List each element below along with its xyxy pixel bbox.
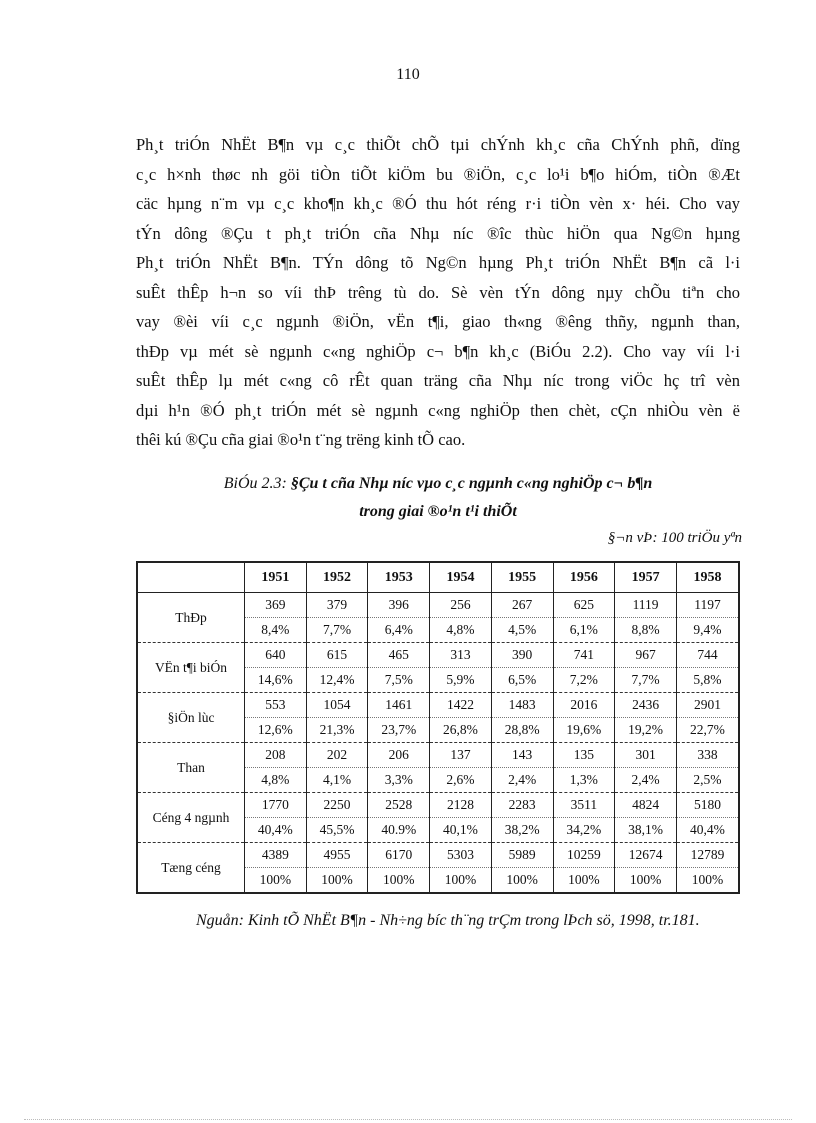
table-row <box>137 593 739 618</box>
share-cell: 23,7% <box>368 718 430 743</box>
share-cell: 3,3% <box>368 768 430 793</box>
row-label: ThÐp <box>137 593 245 643</box>
share-cell: 2,5% <box>676 768 739 793</box>
value-cell: 2016 <box>553 693 615 718</box>
value-cell: 744 <box>676 643 739 668</box>
caption-prefix: BiÓu 2.3: <box>223 475 291 492</box>
value-cell: 2283 <box>491 793 553 818</box>
table-row <box>137 693 739 718</box>
value-cell: 135 <box>553 743 615 768</box>
value-cell: 625 <box>553 593 615 618</box>
value-cell: 12674 <box>615 843 677 868</box>
share-cell: 38,1% <box>615 818 677 843</box>
share-cell: 22,7% <box>676 718 739 743</box>
value-cell: 2901 <box>676 693 739 718</box>
share-cell: 8,4% <box>245 618 307 643</box>
share-cell: 7,7% <box>615 668 677 693</box>
value-cell: 313 <box>430 643 492 668</box>
value-cell: 967 <box>615 643 677 668</box>
value-cell: 553 <box>245 693 307 718</box>
share-cell: 28,8% <box>491 718 553 743</box>
value-cell: 2250 <box>306 793 368 818</box>
share-cell: 7,5% <box>368 668 430 693</box>
table-row <box>137 843 739 868</box>
value-cell: 2436 <box>615 693 677 718</box>
value-cell: 6170 <box>368 843 430 868</box>
paragraph-line: dµi h¹n ®Ó ph¸t triÓn mét sè ngµnh c«ng nghiÖp then chèt, cÇn nhiÒu vèn ë <box>136 400 740 420</box>
value-cell: 301 <box>615 743 677 768</box>
value-cell: 3511 <box>553 793 615 818</box>
caption-title-line2: trong giai ®o¹n t¹i thiÕt <box>359 503 517 520</box>
share-cell: 2,4% <box>615 768 677 793</box>
table-caption <box>136 470 740 526</box>
year-header: 1952 <box>306 562 368 593</box>
value-cell: 4389 <box>245 843 307 868</box>
share-cell: 1,3% <box>553 768 615 793</box>
value-cell: 12789 <box>676 843 739 868</box>
table-row <box>137 743 739 768</box>
value-cell: 208 <box>245 743 307 768</box>
value-cell: 741 <box>553 643 615 668</box>
page-number: 110 <box>396 66 420 83</box>
value-cell: 1770 <box>245 793 307 818</box>
year-header: 1951 <box>245 562 307 593</box>
value-cell: 390 <box>491 643 553 668</box>
value-cell: 1197 <box>676 593 739 618</box>
value-cell: 640 <box>245 643 307 668</box>
paragraph-line: c¸c h×nh thøc nh göi tiÒn tiÕt kiÖm bu ®iÖn, c¸c lo¹i b¶o hiÓm, tiÒn ®Æt <box>136 164 740 184</box>
share-cell: 100% <box>368 868 430 894</box>
value-cell: 4955 <box>306 843 368 868</box>
share-cell: 4,5% <box>491 618 553 643</box>
value-cell: 10259 <box>553 843 615 868</box>
paragraph-line: Ph¸t triÓn NhËt B¶n. TÝn dông tõ Ng©n hµng Ph¸t triÓn NhËt B¶n cã l·i <box>136 253 740 272</box>
share-cell: 7,7% <box>306 618 368 643</box>
share-cell: 5,9% <box>430 668 492 693</box>
row-label: VËn t¶i biÓn <box>137 643 245 693</box>
share-cell: 6,5% <box>491 668 553 693</box>
value-cell: 202 <box>306 743 368 768</box>
unit-note: §¬n vÞ: 100 triÖu yªn <box>607 530 742 546</box>
share-cell: 19,2% <box>615 718 677 743</box>
value-cell: 256 <box>430 593 492 618</box>
row-label: §iÖn lùc <box>137 693 245 743</box>
source-citation: Nguån: Kinh tÕ NhËt B¶n - Nh÷ng bíc th¨ng trÇm trong lÞch sö, 1998, tr.181. <box>196 912 700 929</box>
value-cell: 1119 <box>615 593 677 618</box>
value-cell: 1461 <box>368 693 430 718</box>
share-cell: 40.9% <box>368 818 430 843</box>
share-cell: 12,6% <box>245 718 307 743</box>
paragraph-line: Ph¸t triÓn NhËt B¶n vµ c¸c thiÕt chÕ tµi chÝnh kh¸c cña ChÝnh phñ, dïng <box>136 135 740 154</box>
year-header: 1956 <box>553 562 615 593</box>
year-header: 1953 <box>368 562 430 593</box>
share-cell: 12,4% <box>306 668 368 693</box>
share-cell: 2,6% <box>430 768 492 793</box>
share-cell: 100% <box>676 868 739 894</box>
share-cell: 38,2% <box>491 818 553 843</box>
row-label: Céng 4 ngµnh <box>137 793 245 843</box>
share-cell: 40,4% <box>245 818 307 843</box>
value-cell: 5989 <box>491 843 553 868</box>
share-cell: 100% <box>553 868 615 894</box>
year-header: 1954 <box>430 562 492 593</box>
share-cell: 26,8% <box>430 718 492 743</box>
year-header: 1958 <box>676 562 739 593</box>
share-cell: 100% <box>245 868 307 894</box>
share-cell: 6,1% <box>553 618 615 643</box>
value-cell: 2528 <box>368 793 430 818</box>
caption-title-line1: §Çu t cña Nhµ níc vµo c¸c ngµnh c«ng nghiÖp c¬ b¶n <box>290 475 653 492</box>
share-cell: 4,8% <box>245 768 307 793</box>
body-paragraph <box>136 130 740 455</box>
share-cell: 5,8% <box>676 668 739 693</box>
paragraph-line: thêi kú ®Çu cña giai ®o¹n t¨ng trëng kinh tÕ cao. <box>136 430 466 449</box>
value-cell: 1054 <box>306 693 368 718</box>
value-cell: 267 <box>491 593 553 618</box>
share-cell: 45,5% <box>306 818 368 843</box>
value-cell: 137 <box>430 743 492 768</box>
value-cell: 143 <box>491 743 553 768</box>
paragraph-line: tÝn dông ®Çu t ph¸t triÓn cña Nhµ níc ®îc thùc hiÖn qua Ng©n hµng <box>136 223 740 243</box>
share-cell: 14,6% <box>245 668 307 693</box>
row-label: Than <box>137 743 245 793</box>
table-row <box>137 643 739 668</box>
share-cell: 4,8% <box>430 618 492 643</box>
share-cell: 100% <box>430 868 492 894</box>
year-header: 1955 <box>491 562 553 593</box>
share-cell: 100% <box>306 868 368 894</box>
value-cell: 4824 <box>615 793 677 818</box>
value-cell: 206 <box>368 743 430 768</box>
paragraph-line: thÐp vµ mét sè ngµnh c«ng nghiÖp c¬ b¶n kh¸c (BiÓu 2.2). Cho vay víi l·i <box>136 341 740 361</box>
value-cell: 5303 <box>430 843 492 868</box>
share-cell: 40,1% <box>430 818 492 843</box>
share-cell: 4,1% <box>306 768 368 793</box>
page-bottom-rule <box>24 1119 792 1120</box>
value-cell: 338 <box>676 743 739 768</box>
share-cell: 34,2% <box>553 818 615 843</box>
share-cell: 6,4% <box>368 618 430 643</box>
table-header-row <box>137 562 739 593</box>
row-label: Tæng céng <box>137 843 245 894</box>
share-cell: 8,8% <box>615 618 677 643</box>
value-cell: 2128 <box>430 793 492 818</box>
share-cell: 7,2% <box>553 668 615 693</box>
value-cell: 465 <box>368 643 430 668</box>
value-cell: 1422 <box>430 693 492 718</box>
value-cell: 379 <box>306 593 368 618</box>
paragraph-line: suÊt thÊp lµ mét c«ng cô rÊt quan träng cña Nhµ níc trong viÖc hç trî vèn <box>136 371 740 390</box>
paragraph-line: vay ®èi víi c¸c ngµnh ®iÖn, vËn t¶i, giao th«ng ®êng thñy, ngµnh than, <box>136 312 740 331</box>
header-corner <box>137 562 245 593</box>
year-header: 1957 <box>615 562 677 593</box>
share-cell: 21,3% <box>306 718 368 743</box>
value-cell: 396 <box>368 593 430 618</box>
value-cell: 5180 <box>676 793 739 818</box>
share-cell: 2,4% <box>491 768 553 793</box>
investment-table <box>136 561 740 894</box>
paragraph-line: suÊt thÊp h¬n so víi thÞ trêng tù do. Sè vèn tÝn dông nµy chÕu tiªn cho <box>136 282 740 302</box>
paragraph-line: cäc hµng n¨m vµ c¸c kho¶n kh¸c ®Ó thu hót réng r·i tiÒn vèn x· héi. Cho vay <box>136 194 740 213</box>
value-cell: 1483 <box>491 693 553 718</box>
share-cell: 40,4% <box>676 818 739 843</box>
table-row <box>137 793 739 818</box>
share-cell: 100% <box>615 868 677 894</box>
value-cell: 369 <box>245 593 307 618</box>
share-cell: 19,6% <box>553 718 615 743</box>
share-cell: 9,4% <box>676 618 739 643</box>
share-cell: 100% <box>491 868 553 894</box>
value-cell: 615 <box>306 643 368 668</box>
